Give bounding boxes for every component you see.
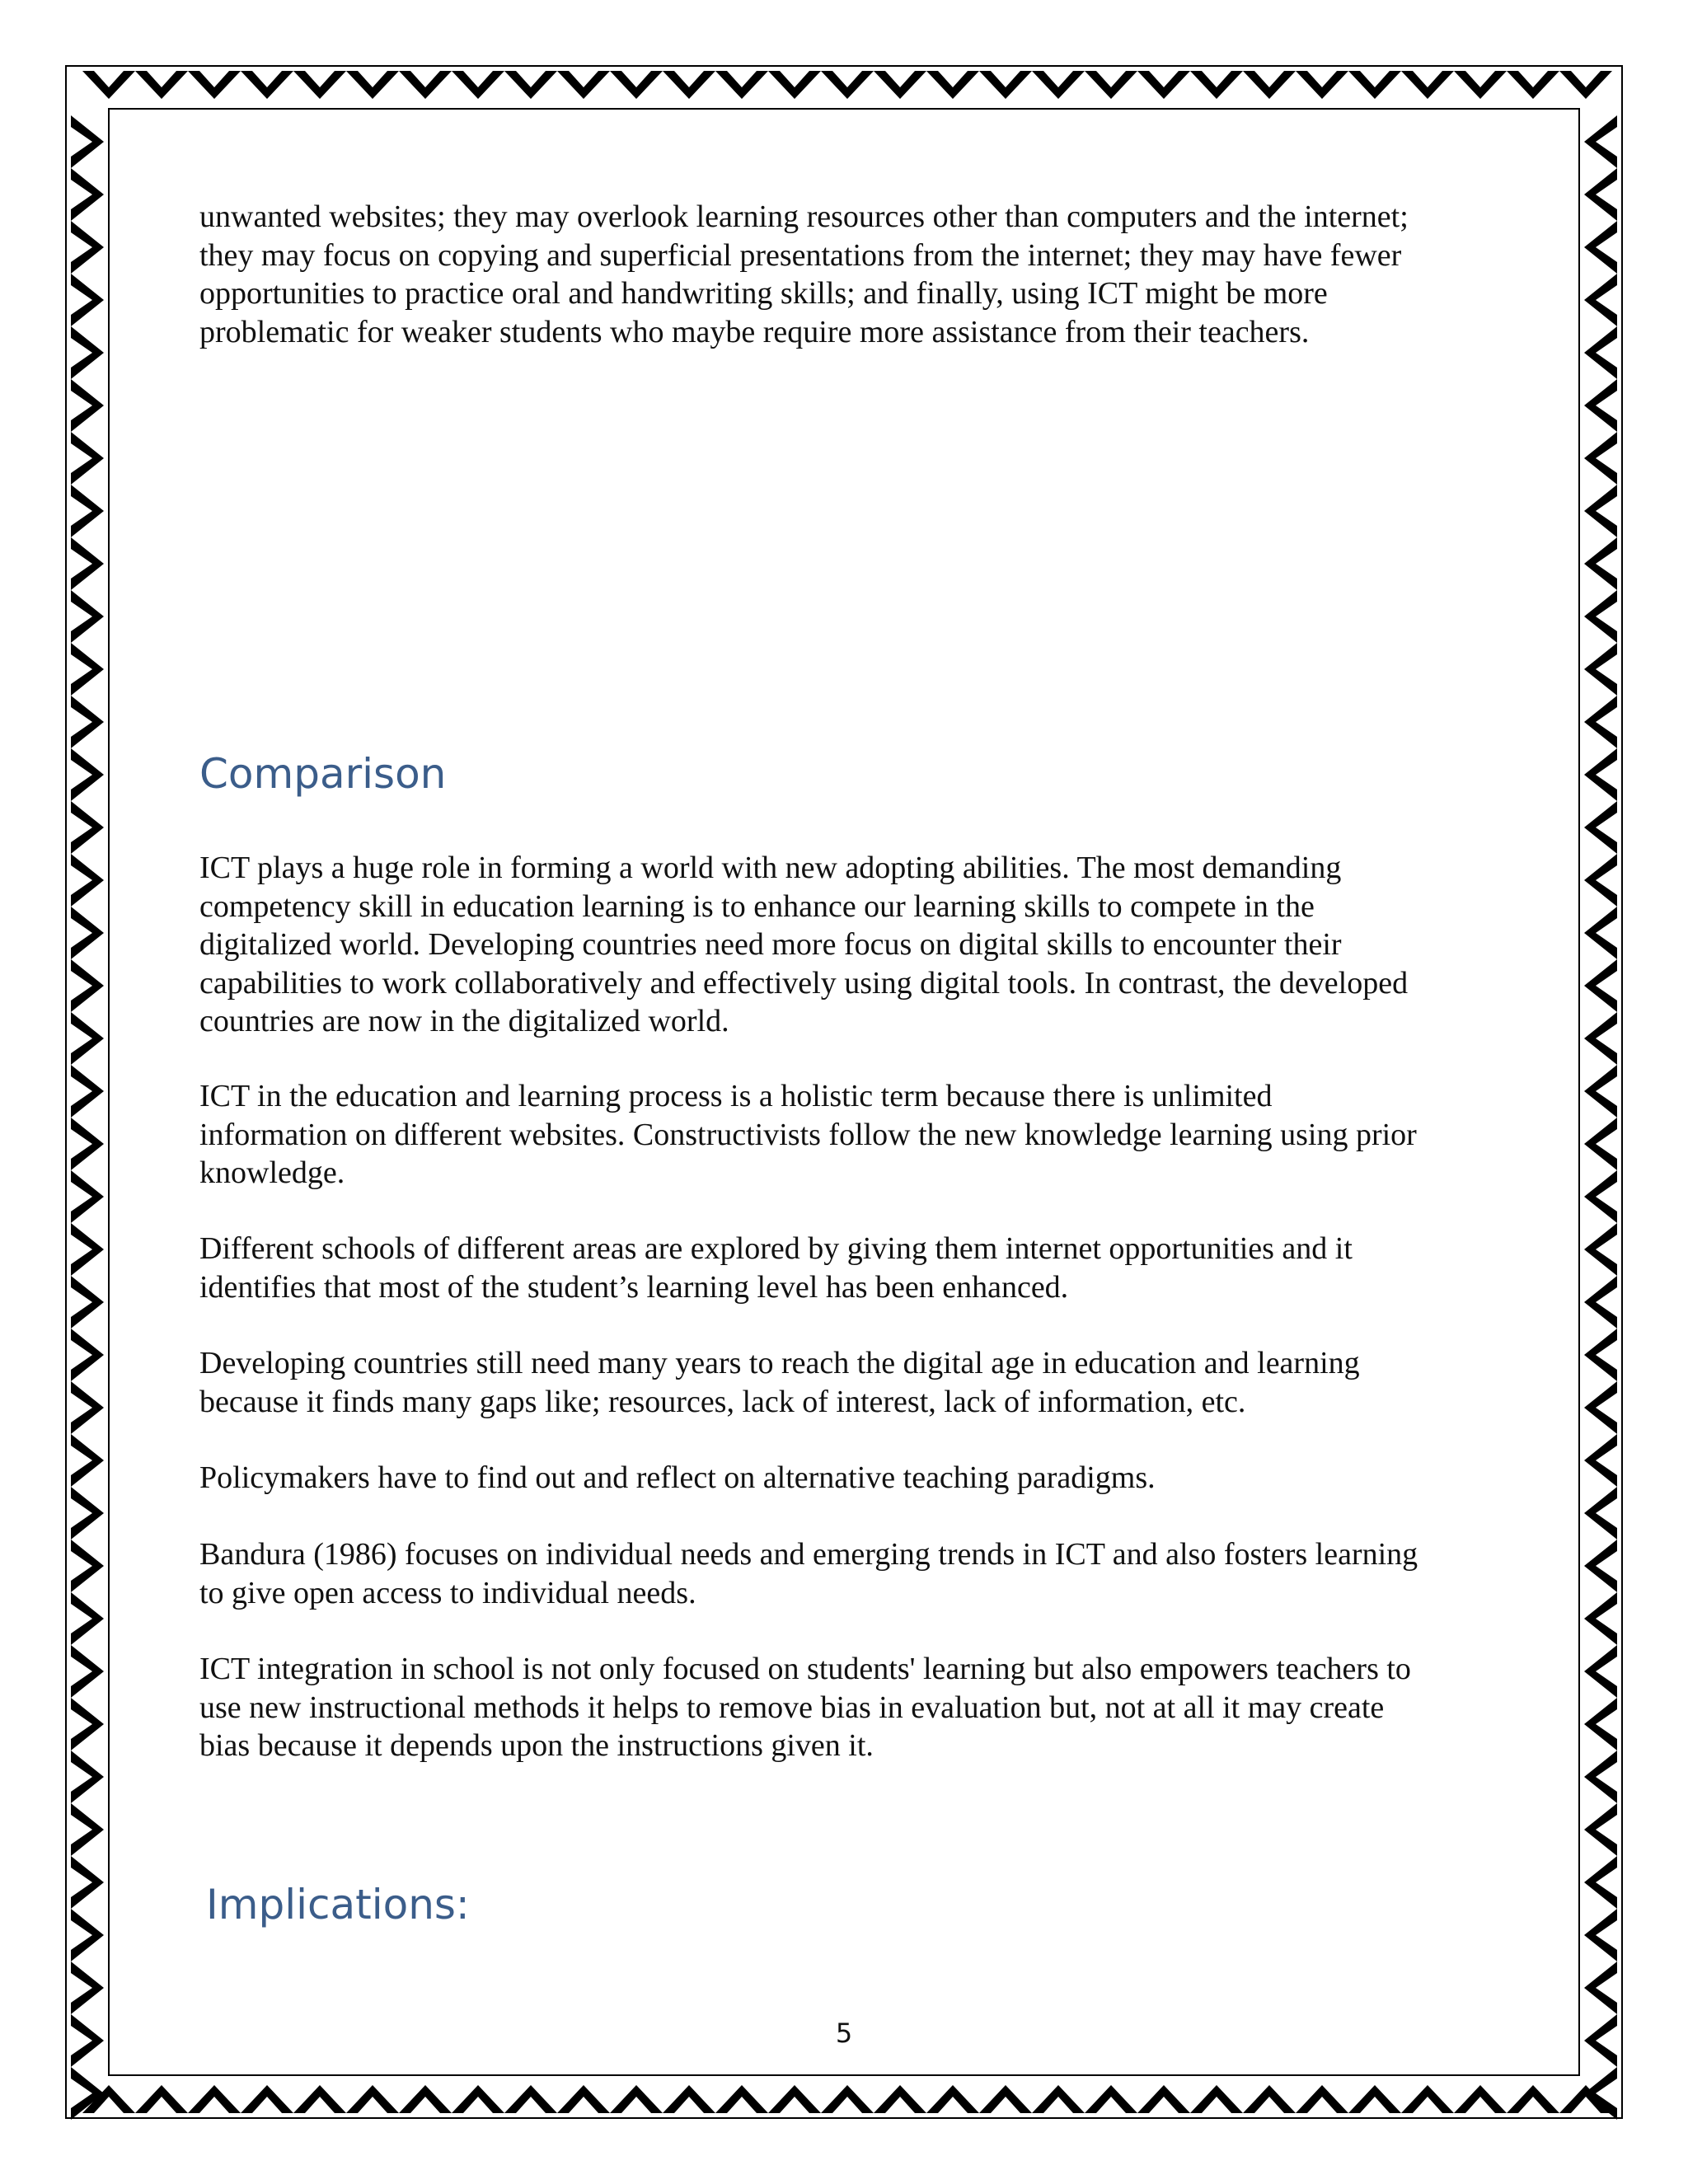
border-chevron: [1137, 2085, 1190, 2113]
comparison-paragraph-4: [199, 1344, 1518, 1421]
border-chevron: [1584, 1592, 1617, 1645]
border-chevron: [1584, 485, 1617, 537]
paragraph-line: ICT integration in school is not only focused on students' learning but also empowers teachers to: [199, 1652, 1411, 1686]
border-chevron: [979, 2085, 1032, 2113]
border-chevron: [1243, 71, 1296, 99]
border-chevron: [1584, 1329, 1617, 1381]
border-chevron: [926, 71, 979, 99]
intro-paragraph: [199, 198, 1518, 351]
border-chevron: [241, 71, 293, 99]
paragraph-line: to give open access to individual needs.: [199, 1575, 696, 1610]
border-chevron: [1401, 71, 1454, 99]
border-chevron: [1584, 1012, 1617, 1065]
paragraph-line: competency skill in education learning is to enhance our learning skills to compete in the: [199, 888, 1315, 924]
border-zigzag-right: [1584, 115, 1617, 2120]
intro-line: they may focus on copying and superficial presentations from the internet; they may have fewer: [199, 237, 1402, 273]
border-chevron: [1296, 71, 1348, 99]
border-chevron: [1584, 115, 1617, 168]
border-chevron: [1584, 326, 1617, 379]
border-chevron: [610, 2085, 663, 2113]
border-chevron: [71, 1276, 104, 1329]
border-chevron: [71, 696, 104, 748]
border-chevron: [346, 2085, 399, 2113]
border-chevron: [1507, 2085, 1559, 2113]
border-chevron: [71, 1329, 104, 1381]
border-chevron: [71, 1223, 104, 1276]
intro-line: problematic for weaker students who maybe require more assistance from their teachers.: [199, 314, 1310, 349]
comparison-paragraph-3: [199, 1230, 1518, 1306]
paragraph-line: Bandura (1986) focuses on individual needs and emerging trends in ICT and also fosters learning: [199, 1537, 1418, 1572]
paragraph-line: capabilities to work collaboratively and effectively using digital tools. In contrast, the developed: [199, 965, 1409, 1001]
border-chevron: [504, 71, 557, 99]
border-chevron: [1584, 1909, 1617, 1961]
paragraph-line: ICT plays a huge role in forming a world with new adopting abilities. The most demanding: [199, 851, 1342, 885]
border-chevron: [241, 2085, 293, 2113]
border-chevron: [1584, 1170, 1617, 1223]
border-chevron: [926, 2085, 979, 2113]
border-chevron: [71, 1381, 104, 1434]
border-chevron: [1085, 2085, 1137, 2113]
border-chevron: [71, 1698, 104, 1750]
border-chevron: [71, 1540, 104, 1592]
border-chevron: [71, 1065, 104, 1118]
border-chevron: [71, 748, 104, 801]
border-chevron: [715, 71, 768, 99]
border-chevron: [399, 2085, 452, 2113]
border-chevron: [1584, 854, 1617, 907]
border-chevron: [293, 2085, 346, 2113]
comparison-paragraph-6: [199, 1535, 1518, 1612]
border-chevron: [71, 274, 104, 326]
border-chevron: [1584, 379, 1617, 432]
border-chevron: [1032, 71, 1085, 99]
border-chevron: [1190, 71, 1243, 99]
border-chevron: [1243, 2085, 1296, 2113]
border-chevron: [1454, 71, 1507, 99]
border-chevron: [1584, 643, 1617, 696]
paragraph-line: Policymakers have to find out and reflect on alternative teaching paradigms.: [199, 1460, 1156, 1495]
paragraph-line: use new instructional methods it helps to remove bias in evaluation but, not at all it may create: [199, 1690, 1385, 1725]
border-chevron: [1584, 274, 1617, 326]
border-chevron: [71, 115, 104, 168]
border-chevron: [293, 71, 346, 99]
border-chevron: [1584, 1750, 1617, 1803]
border-chevron: [1348, 2085, 1401, 2113]
border-chevron: [71, 168, 104, 221]
border-chevron: [71, 1645, 104, 1698]
border-chevron: [452, 2085, 504, 2113]
border-chevron: [1584, 537, 1617, 590]
border-chevron: [71, 326, 104, 379]
border-chevron: [821, 71, 874, 99]
border-chevron: [1584, 1434, 1617, 1487]
border-chevron: [188, 71, 241, 99]
comparison-paragraph-7: [199, 1650, 1518, 1765]
intro-line: unwanted websites; they may overlook learning resources other than computers and the internet;: [199, 199, 1409, 234]
border-chevron: [1584, 432, 1617, 485]
border-chevron: [874, 2085, 926, 2113]
border-chevron: [71, 590, 104, 643]
border-chevron: [71, 1170, 104, 1223]
comparison-paragraph-2: [199, 1077, 1518, 1193]
border-chevron: [135, 2085, 188, 2113]
border-chevron: [1584, 1223, 1617, 1276]
border-chevron: [1401, 2085, 1454, 2113]
paragraph-line: bias because it depends upon the instructions given it.: [199, 1728, 874, 1763]
paragraph-line: Developing countries still need many years to reach the digital age in education and learning: [199, 1346, 1360, 1380]
border-chevron: [71, 537, 104, 590]
border-chevron: [1584, 1487, 1617, 1540]
border-chevron: [979, 71, 1032, 99]
border-chevron: [71, 379, 104, 432]
border-chevron: [1584, 1645, 1617, 1698]
border-chevron: [1559, 71, 1612, 99]
border-chevron: [1584, 1065, 1617, 1118]
border-chevron: [715, 2085, 768, 2113]
border-chevron: [71, 959, 104, 1012]
border-chevron: [768, 2085, 821, 2113]
border-chevron: [1584, 959, 1617, 1012]
border-chevron: [1584, 168, 1617, 221]
border-chevron: [874, 71, 926, 99]
border-zigzag-bottom: [82, 2085, 1612, 2113]
paragraph-line: digitalized world. Developing countries need more focus on digital skills to encounter their: [199, 927, 1342, 962]
intro-line: opportunities to practice oral and handwriting skills; and finally, using ICT might be more: [199, 276, 1328, 311]
comparison-heading: Comparison: [199, 750, 447, 798]
border-chevron: [71, 221, 104, 274]
border-chevron: [188, 2085, 241, 2113]
border-chevron: [1584, 221, 1617, 274]
border-chevron: [71, 907, 104, 959]
paragraph-line: knowledge.: [199, 1155, 345, 1190]
border-chevron: [71, 432, 104, 485]
paragraph-line: because it finds many gaps like; resources, lack of interest, lack of information, etc.: [199, 1384, 1246, 1419]
border-chevron: [71, 1909, 104, 1961]
paragraph-line: information on different websites. Constructivists follow the new knowledge learning using prior: [199, 1117, 1417, 1152]
paragraph-line: identifies that most of the student’s learning level has been enhanced.: [199, 1269, 1069, 1305]
border-chevron: [1190, 2085, 1243, 2113]
paragraph-line: ICT in the education and learning process is a holistic term because there is unlimited: [199, 1079, 1273, 1113]
border-chevron: [71, 1592, 104, 1645]
border-chevron: [71, 1803, 104, 1856]
border-chevron: [71, 1856, 104, 1909]
border-chevron: [1137, 71, 1190, 99]
border-chevron: [1584, 696, 1617, 748]
border-chevron: [768, 71, 821, 99]
border-chevron: [346, 71, 399, 99]
border-chevron: [71, 485, 104, 537]
border-zigzag-top: [82, 71, 1612, 99]
comparison-paragraph-1: [199, 849, 1518, 1041]
border-chevron: [399, 71, 452, 99]
border-chevron: [610, 71, 663, 99]
border-chevron: [82, 71, 135, 99]
border-chevron: [1584, 1856, 1617, 1909]
border-chevron: [1584, 1118, 1617, 1170]
border-chevron: [71, 801, 104, 854]
implications-heading: Implications:: [206, 1881, 470, 1929]
border-chevron: [1584, 748, 1617, 801]
comparison-paragraph-5: [199, 1459, 1518, 1497]
border-chevron: [663, 2085, 715, 2113]
border-chevron: [1296, 2085, 1348, 2113]
border-chevron: [1584, 1276, 1617, 1329]
border-chevron: [557, 2085, 610, 2113]
paragraph-line: Different schools of different areas are explored by giving them internet opportunities and it: [199, 1231, 1353, 1266]
border-chevron: [452, 71, 504, 99]
border-chevron: [1584, 801, 1617, 854]
border-chevron: [71, 1434, 104, 1487]
border-chevron: [135, 71, 188, 99]
paragraph-line: countries are now in the digitalized world.: [199, 1004, 729, 1038]
border-chevron: [1584, 1961, 1617, 2014]
border-chevron: [557, 71, 610, 99]
border-chevron: [1584, 1803, 1617, 1856]
border-chevron: [71, 854, 104, 907]
border-chevron: [1584, 1381, 1617, 1434]
border-chevron: [1584, 1698, 1617, 1750]
border-chevron: [504, 2085, 557, 2113]
border-chevron: [71, 1118, 104, 1170]
border-chevron: [71, 1961, 104, 2014]
border-chevron: [1584, 590, 1617, 643]
border-chevron: [71, 1012, 104, 1065]
border-chevron: [71, 1487, 104, 1540]
border-chevron: [1507, 71, 1559, 99]
border-chevron: [1348, 71, 1401, 99]
border-chevron: [71, 643, 104, 696]
border-zigzag-left: [71, 115, 104, 2120]
border-chevron: [1032, 2085, 1085, 2113]
border-chevron: [71, 1750, 104, 1803]
border-chevron: [1584, 907, 1617, 959]
border-chevron: [1584, 1540, 1617, 1592]
border-chevron: [1085, 71, 1137, 99]
border-chevron: [663, 71, 715, 99]
border-chevron: [821, 2085, 874, 2113]
page-number: 5: [835, 2018, 853, 2049]
border-chevron: [1454, 2085, 1507, 2113]
